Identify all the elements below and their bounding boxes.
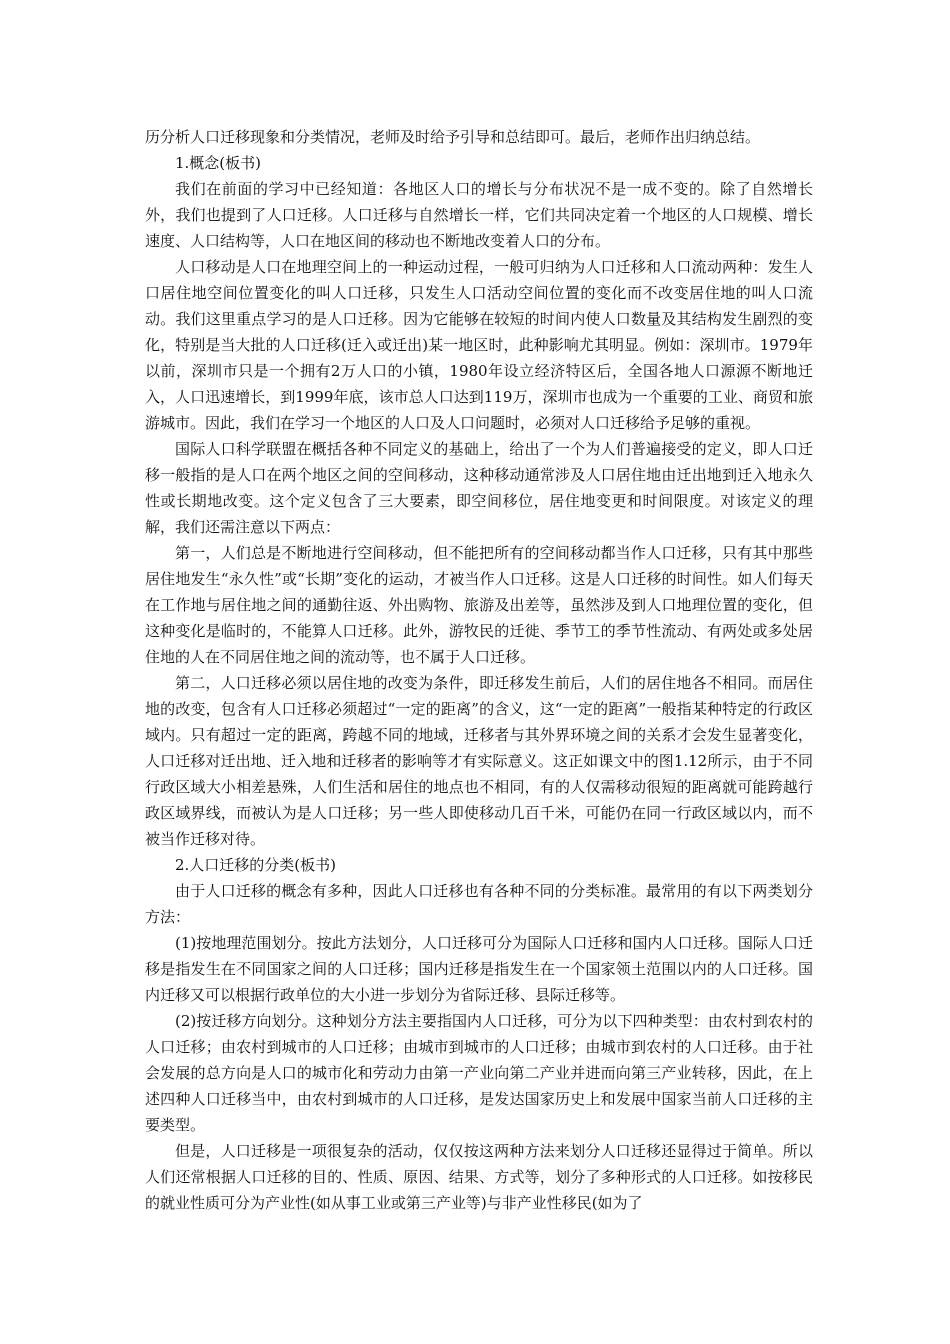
paragraph-geographic-scope: (1)按地理范围划分。按此方法划分，人口迁移可分为国际人口迁移和国内人口迁移。国际人口迁移是指发生在不同国家之间的人口迁移；国内迁移是指发生在一个国家领土范围以内的人口迁移。国内迁移又可以根据行政单位的大小进一步划分为省际迁移、县际迁移等。 (145, 934, 813, 1004)
paragraph-definition: 国际人口科学联盟在概括各种不同定义的基础上，给出了一个为人们普遍接受的定义，即人口迁移一般指的是人口在两个地区之间的空间移动，这种移动通常涉及人口居住地由迁出地到迁入地永久性或长期地改变。这个定义包含了三大要素，即空间移位，居住地变更和时间限度。对该定义的理解，我们还需注意以下两点： (145, 440, 813, 536)
paragraph-intro: 我们在前面的学习中已经知道：各地区人口的增长与分布状况不是一成不变的。除了自然增长外，我们也提到了人口迁移。人口迁移与自然增长一样，它们共同决定着一个地区的人口规模、增长速度、人口结构等，人口在地区间的移动也不断地改变着人口的分布。 (145, 180, 813, 250)
section-heading-concept: 1.概念(板书) (175, 154, 262, 172)
paragraph-continuation: 历分析人口迁移现象和分类情况，老师及时给予引导和总结即可。最后，老师作出归纳总结。 (145, 128, 761, 146)
paragraph-population-movement: 人口移动是人口在地理空间上的一种运动过程，一般可归纳为人口迁移和人口流动两种：发生人口居住地空间位置变化的叫人口迁移，只发生人口活动空间位置的变化而不改变居住地的叫人口流动。我们这里重点学习的是人口迁移。因为它能够在较短的时间内使人口数量及其结构发生剧烈的变化，特别是当大批的人口迁移(迁入或迁出)某一地区时，此种影响尤其明显。例如：深圳市。1979年以前，深圳市只是一个拥有2万人口的小镇，1980年设立经济特区后，全国各地人口源源不断地迁入，人口迅速增长，到1999年底，该市总人口达到119万，深圳市也成为一个重要的工业、商贸和旅游城市。因此，我们在学习一个地区的人口及人口问题时，必须对人口迁移给予足够的重视。 (145, 258, 813, 432)
document-page (145, 124, 813, 1216)
paragraph-classification-intro: 由于人口迁移的概念有多种，因此人口迁移也有各种不同的分类标准。最常用的有以下两类划分方法： (145, 882, 813, 926)
paragraph-point-one: 第一，人们总是不断地进行空间移动，但不能把所有的空间移动都当作人口迁移，只有其中那些居住地发生“永久性”或“长期”变化的运动，才被当作人口迁移。这是人口迁移的时间性。如人们每天在工作地与居住地之间的通勤往返、外出购物、旅游及出差等，虽然涉及到人口地理位置的变化，但这种变化是临时的，不能算人口迁移。此外，游牧民的迁徙、季节工的季节性流动、有两处或多处居住地的人在不同居住地之间的流动等，也不属于人口迁移。 (145, 544, 813, 666)
section-heading-classification: 2.人口迁移的分类(板书) (175, 856, 337, 874)
paragraph-other-classifications: 但是，人口迁移是一项很复杂的活动，仅仅按这两种方法来划分人口迁移还显得过于简单。所以人们还常根据人口迁移的目的、性质、原因、结果、方式等，划分了多种形式的人口迁移。如按移民的就业性质可分为产业性(如从事工业或第三产业等)与非产业性移民(如为了 (145, 1142, 813, 1212)
paragraph-point-two: 第二，人口迁移必须以居住地的改变为条件，即迁移发生前后，人们的居住地各不相同。而居住地的改变，包含有人口迁移必须超过“一定的距离”的含义，这“一定的距离”一般指某种特定的行政区域内。只有超过一定的距离，跨越不同的地域，迁移者与其外界环境之间的关系才会发生显著变化，人口迁移对迁出地、迁入地和迁移者的影响等才有实际意义。这正如课文中的图1.12所示，由于不同行政区域大小相差悬殊，人们生活和居住的地点也不相同，有的人仅需移动很短的距离就可能跨越行政区域界线，而被认为是人口迁移；另一些人即使移动几百千米，可能仍在同一行政区域以内，而不被当作迁移对待。 (145, 674, 813, 848)
paragraph-migration-direction: (2)按迁移方向划分。这种划分方法主要指国内人口迁移，可分为以下四种类型：由农村到农村的人口迁移；由农村到城市的人口迁移；由城市到城市的人口迁移；由城市到农村的人口迁移。由于社会发展的总方向是人口的城市化和劳动力由第一产业向第二产业并进而向第三产业转移，因此，在上述四种人口迁移当中，由农村到城市的人口迁移，是发达国家历史上和发展中国家当前人口迁移的主要类型。 (145, 1012, 813, 1134)
